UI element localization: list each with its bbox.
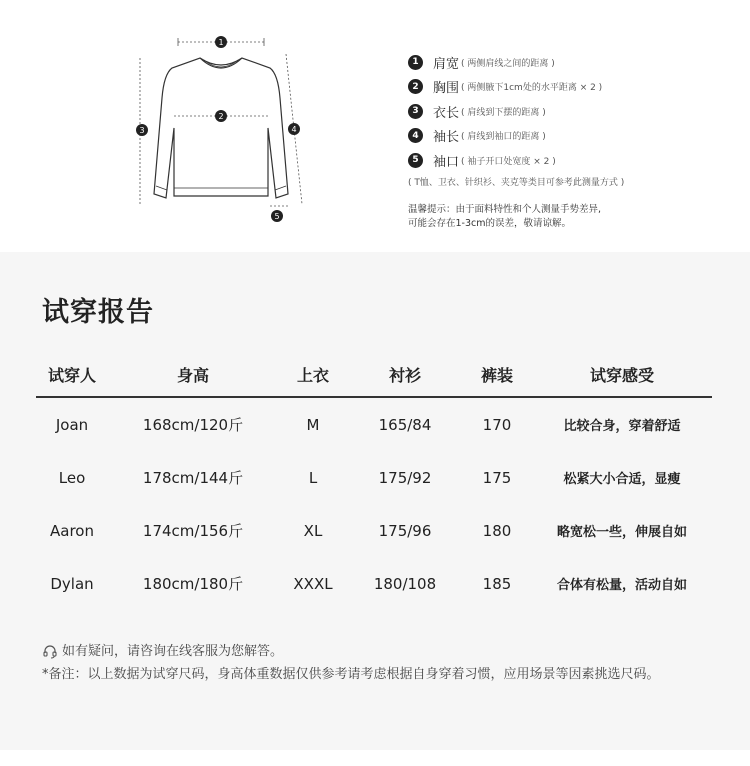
- marker-5-label: 5: [274, 212, 280, 221]
- remark-text: *备注：以上数据为试穿尺码，身高体重数据仅供参考请考虑根据自身穿着习惯，应用场景等因素挑选尺码。: [42, 667, 660, 682]
- marker-4-label: 4: [291, 125, 297, 134]
- cell-tester: Dylan: [50, 574, 94, 593]
- footnotes: [42, 640, 660, 686]
- fitting-table: [36, 360, 712, 610]
- measurement-tip: [408, 203, 738, 231]
- cell-shirt: 175/92: [378, 468, 432, 487]
- legend-note: ( 两侧腋下1cm处的水平距离 × 2 ): [461, 83, 603, 94]
- cell-top: M: [306, 415, 320, 434]
- legend-name: 袖长: [433, 130, 460, 146]
- legend-note: ( 两侧肩线之间的距离 ): [461, 58, 555, 69]
- table-row: [36, 504, 712, 557]
- header-feeling: 试穿感受: [589, 365, 654, 385]
- cell-pants: 185: [482, 574, 512, 593]
- legend-badge: 2: [408, 79, 423, 94]
- legend-name: 衣长: [433, 105, 460, 121]
- cell-feeling: 松紧大小合适，显瘦: [563, 472, 681, 487]
- table-row: [36, 398, 712, 451]
- legend-item: [408, 124, 738, 149]
- headset-icon: [42, 644, 58, 660]
- header-top: 上衣: [296, 365, 329, 385]
- legend-extra-note: ( T恤、卫衣、针织衫、夹克等类目可参考此测量方式 ): [408, 177, 625, 188]
- header-pants: 裤装: [480, 365, 513, 385]
- cell-feeling: 略宽松一些，伸展自如: [556, 525, 687, 540]
- cell-tester: Leo: [58, 468, 86, 487]
- legend-badge: 1: [408, 55, 423, 70]
- marker-3-label: 3: [139, 126, 145, 135]
- cell-height: 178cm/144斤: [142, 469, 244, 487]
- table-row: [36, 557, 712, 610]
- tip-line: 可能会存在1-3cm的误差，敬请谅解。: [408, 217, 571, 229]
- cell-tester: Joan: [55, 415, 89, 434]
- marker-2-label: 2: [218, 112, 224, 121]
- table-header: [36, 360, 712, 398]
- legend-badge: 5: [408, 153, 423, 168]
- legend-item: [408, 75, 738, 100]
- legend-name: 胸围: [433, 81, 460, 97]
- cell-feeling: 比较合身，穿着舒适: [563, 419, 681, 434]
- cell-pants: 180: [482, 521, 512, 540]
- fitting-report-section: [0, 252, 750, 750]
- table-row: [36, 451, 712, 504]
- legend-badge: 4: [408, 128, 423, 143]
- measurement-legend: [408, 50, 738, 231]
- cell-top: L: [308, 468, 318, 487]
- cell-tester: Aaron: [50, 521, 94, 540]
- cell-top: XXXL: [293, 574, 333, 593]
- header-shirt: 衬衫: [388, 365, 421, 385]
- service-text: 如有疑问，请咨询在线客服为您解答。: [62, 644, 284, 659]
- tip-line: 温馨提示：由于面料特性和个人测量手势差异,: [408, 203, 602, 215]
- legend-item: [408, 148, 738, 173]
- service-note: [42, 640, 660, 663]
- cell-height: 174cm/156斤: [142, 522, 244, 540]
- legend-note: ( 肩线到下摆的距离 ): [461, 107, 546, 118]
- legend-name: 袖口: [433, 154, 460, 170]
- header-tester: 试穿人: [47, 365, 96, 385]
- cell-pants: 170: [482, 415, 512, 434]
- cell-height: 168cm/120斤: [142, 416, 244, 434]
- legend-note: ( 袖子开口处宽度 × 2 ): [461, 156, 556, 167]
- cell-shirt: 175/96: [378, 521, 432, 540]
- legend-name: 肩宽: [433, 56, 460, 72]
- cell-feeling: 合体有松量，活动自如: [556, 578, 687, 593]
- sweater-diagram: [130, 28, 310, 228]
- cell-pants: 175: [482, 468, 512, 487]
- legend-item: [408, 50, 738, 75]
- legend-badge: 3: [408, 104, 423, 119]
- cell-height: 180cm/180斤: [142, 575, 244, 593]
- legend-note: ( 肩线到袖口的距离 ): [461, 132, 546, 143]
- marker-1-label: 1: [218, 38, 224, 47]
- section-title: 试穿报告: [42, 297, 154, 328]
- cell-shirt: 180/108: [373, 574, 437, 593]
- cell-shirt: 165/84: [378, 415, 432, 434]
- header-height: 身高: [176, 365, 209, 385]
- cell-top: XL: [303, 521, 323, 540]
- size-guide-panel: [0, 0, 750, 252]
- legend-item: [408, 99, 738, 124]
